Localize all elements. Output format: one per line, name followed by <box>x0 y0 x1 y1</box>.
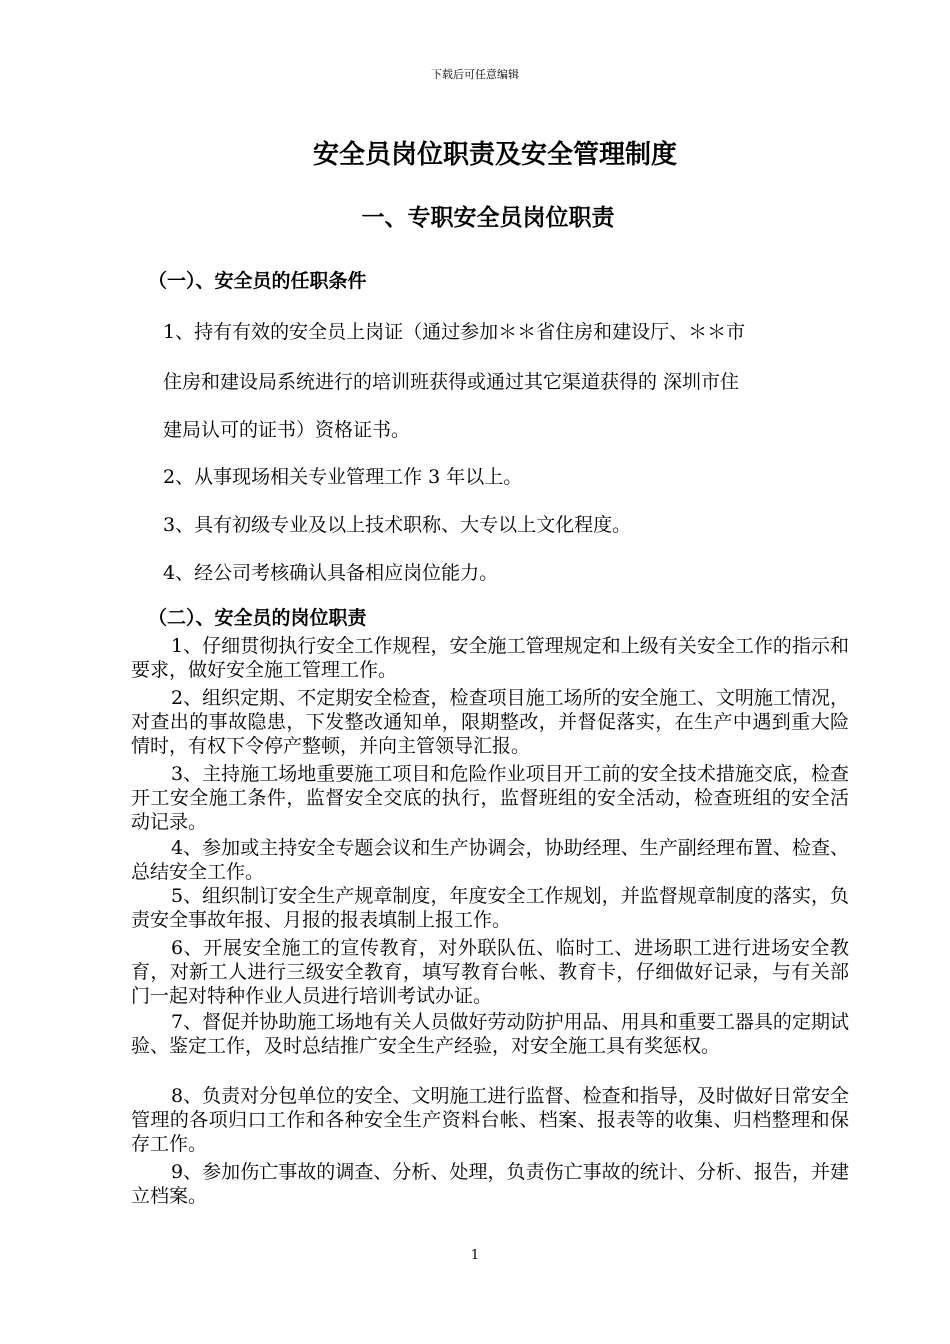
duty-item: 1、仔细贯彻执行安全工作规程，安全施工管理规定和上级有关安全工作的指示和要求，做好安全施工管理工作。 <box>131 635 849 681</box>
duty-item: 3、主持施工场地重要施工项目和危险作业项目开工前的安全技术措施交底，检查开工安全施工条件，监督安全交底的执行，监督班组的安全活动，检查班组的安全活动记录。 <box>131 763 849 833</box>
duty-item: 4、参加或主持安全专题会议和生产协调会，协助经理、生产副经理布置、检查、总结安全工作。 <box>131 837 849 883</box>
qualification-line: 1、持有有效的安全员上岗证（通过参加＊＊省住房和建设厅、＊＊市 <box>163 321 746 343</box>
qualification-line: 4、经公司考核确认具备相应岗位能力。 <box>163 562 499 584</box>
duty-item: 8、负责对分包单位的安全、文明施工进行监督、检查和指导，及时做好日常安全管理的各项归口工作和各种安全生产资料台帐、档案、报表等的收集、归档整理和保存工作。 <box>131 1085 849 1155</box>
duty-item: 2、组织定期、不定期安全检查，检查项目施工场所的安全施工、文明施工情况，对查出的事故隐患，下发整改通知单，限期整改，并督促落实，在生产中遇到重大险情时，有权下令停产整顿，并向主管领导汇报。 <box>131 687 849 757</box>
duty-item: 9、参加伤亡事故的调查、分析、处理，负责伤亡事故的统计、分析、报告，并建立档案。 <box>131 1161 849 1207</box>
section-heading-duties: （二）、安全员的岗位职责 <box>148 607 367 629</box>
qualification-line: 住房和建设局系统进行的培训班获得或通过其它渠道获得的 深圳市住 <box>163 371 740 393</box>
qualification-line: 2、从事现场相关专业管理工作 3 年以上。 <box>163 466 523 488</box>
document-title: 安全员岗位职责及安全管理制度 <box>312 140 677 170</box>
header-note: 下载后可任意编辑 <box>431 68 519 81</box>
duty-item: 5、组织制订安全生产规章制度，年度安全工作规划，并监督规章制度的落实，负责安全事故年报、月报的报表填制上报工作。 <box>131 885 849 931</box>
section-heading-qualifications: （一）、安全员的任职条件 <box>148 270 367 292</box>
duty-item: 7、督促并协助施工场地有关人员做好劳动防护用品、用具和重要工器具的定期试验、鉴定工作，及时总结推广安全生产经验，对安全施工具有奖惩权。 <box>131 1011 849 1057</box>
qualification-line: 建局认可的证书）资格证书。 <box>163 419 411 441</box>
chapter-heading: 一、专职安全员岗位职责 <box>361 205 615 231</box>
qualification-line: 3、具有初级专业及以上技术职称、大专以上文化程度。 <box>163 514 632 536</box>
duty-item: 6、开展安全施工的宣传教育，对外联队伍、临时工、进场职工进行进场安全教育，对新工人进行三级安全教育，填写教育台帐、教育卡，仔细做好记录，与有关部门一起对特种作业人员进行培训考试办证。 <box>131 937 849 1007</box>
page-number: 1 <box>470 1248 480 1263</box>
